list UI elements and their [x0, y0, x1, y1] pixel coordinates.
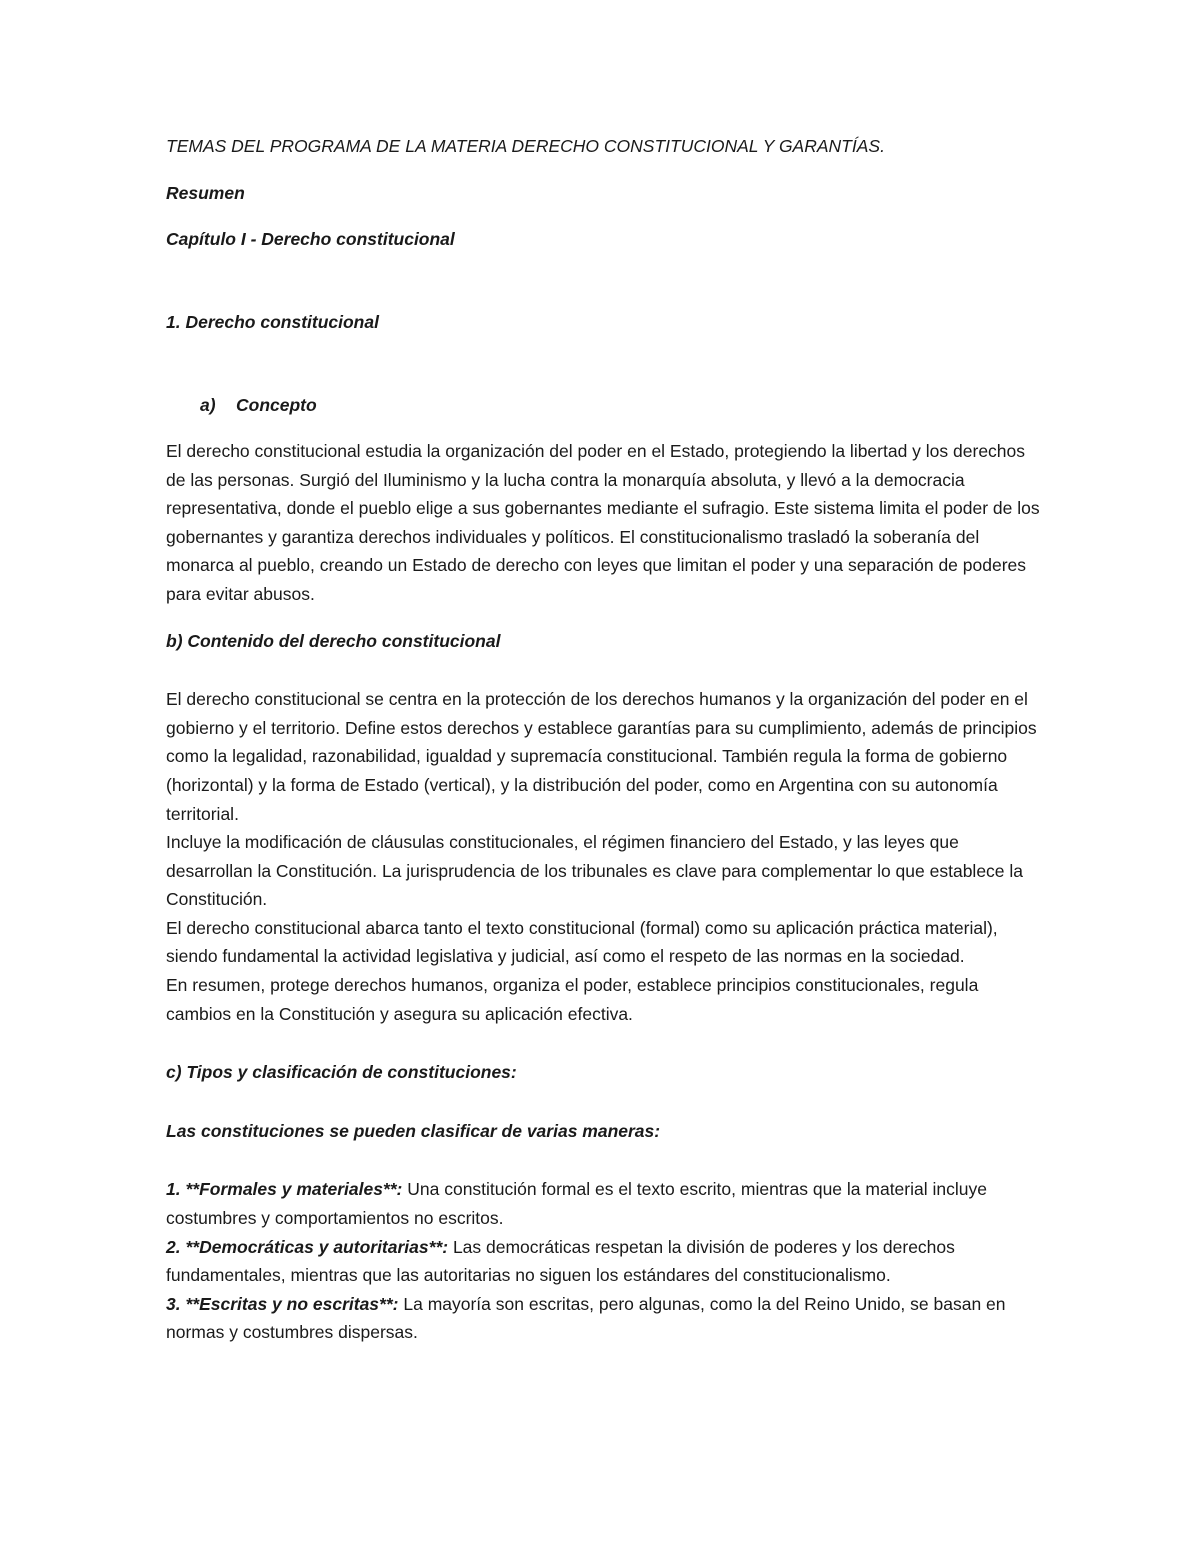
list-item-text: La mayoría son escritas, pero algunas, como la del Reino Unido, se basan en normas y costumbres dispersas.	[166, 1293, 1006, 1343]
concept-paragraph: El derecho constitucional estudia la organización del poder en el Estado, protegiendo la libertad y los derechos de las personas. Surgió del Iluminismo y la lucha contra la monarquía absoluta, y llevó a la democracia representativa, donde el pueblo elige a sus gobernantes mediante el sufragio. Este sistema limita el poder de los gobernantes y garantiza derechos individuales y políticos. El constitucionalismo trasladó la soberanía del monarca al pueblo, creando un Estado de derecho con leyes que limitan el poder y una separación de poderes para evitar abusos.	[166, 440, 1040, 604]
list-item-label: 3. **Escritas y no escritas**:	[166, 1293, 399, 1314]
summary-label: Resumen	[166, 182, 245, 203]
contenido-paragraph: En resumen, protege derechos humanos, organiza el poder, establece principios constitucionales, regula cambios en la Constitución y asegura su aplicación efectiva.	[166, 975, 979, 1024]
list-item-label: 2. **Democráticas y autoritarias**:	[166, 1236, 449, 1257]
document-title: TEMAS DEL PROGRAMA DE LA MATERIA DERECHO CONSTITUCIONAL Y GARANTÍAS.	[166, 136, 885, 156]
contenido-paragraph: El derecho constitucional abarca tanto el texto constitucional (formal) como su aplicación práctica material), siendo fundamental la actividad legislativa y judicial, así como el respeto de las normas en la sociedad.	[166, 917, 998, 967]
chapter-heading: Capítulo I - Derecho constitucional	[166, 229, 455, 250]
section-heading: 1. Derecho constitucional	[166, 311, 379, 332]
tipos-heading: c) Tipos y clasificación de constituciones:	[166, 1062, 517, 1083]
concept-heading	[200, 391, 1041, 420]
list-item-text: Las democráticas respetan la división de poderes y los derechos fundamentales, mientras que las autoritarias no siguen los estándares del constitucionalismo.	[166, 1236, 955, 1286]
concept-title: Concepto	[236, 395, 317, 416]
list-item-label: 1. **Formales y materiales**:	[166, 1179, 403, 1200]
list-item-text: Una constitución formal es el texto escrito, mientras que la material incluye costumbres y comportamientos no escritos.	[166, 1179, 987, 1229]
contenido-heading: b) Contenido del derecho constitucional	[166, 630, 501, 651]
contenido-paragraph: El derecho constitucional se centra en la protección de los derechos humanos y la organización del poder en el gobierno y el territorio. Define estos derechos y establece garantías para su cumplimiento, además de principios como la legalidad, razonabilidad, igualdad y supremacía constitucional. También regula la forma de gobierno (horizontal) y la forma de Estado (vertical), y la distribución del poder, como en Argentina con su autonomía territorial.	[166, 689, 1037, 824]
list-item	[166, 1290, 1041, 1347]
list-item	[166, 1233, 1041, 1290]
contenido-paragraph: Incluye la modificación de cláusulas constitucionales, el régimen financiero del Estado, y las leyes que desarrollan la Constitución. La jurisprudencia de los tribunales es clave para complementar lo que establece la Constitución.	[166, 832, 1024, 910]
tipos-subheading: Las constituciones se pueden clasificar de varias maneras:	[166, 1120, 661, 1141]
document-body	[166, 132, 1041, 1347]
list-item	[166, 1175, 1041, 1232]
concept-letter: a)	[200, 395, 216, 416]
